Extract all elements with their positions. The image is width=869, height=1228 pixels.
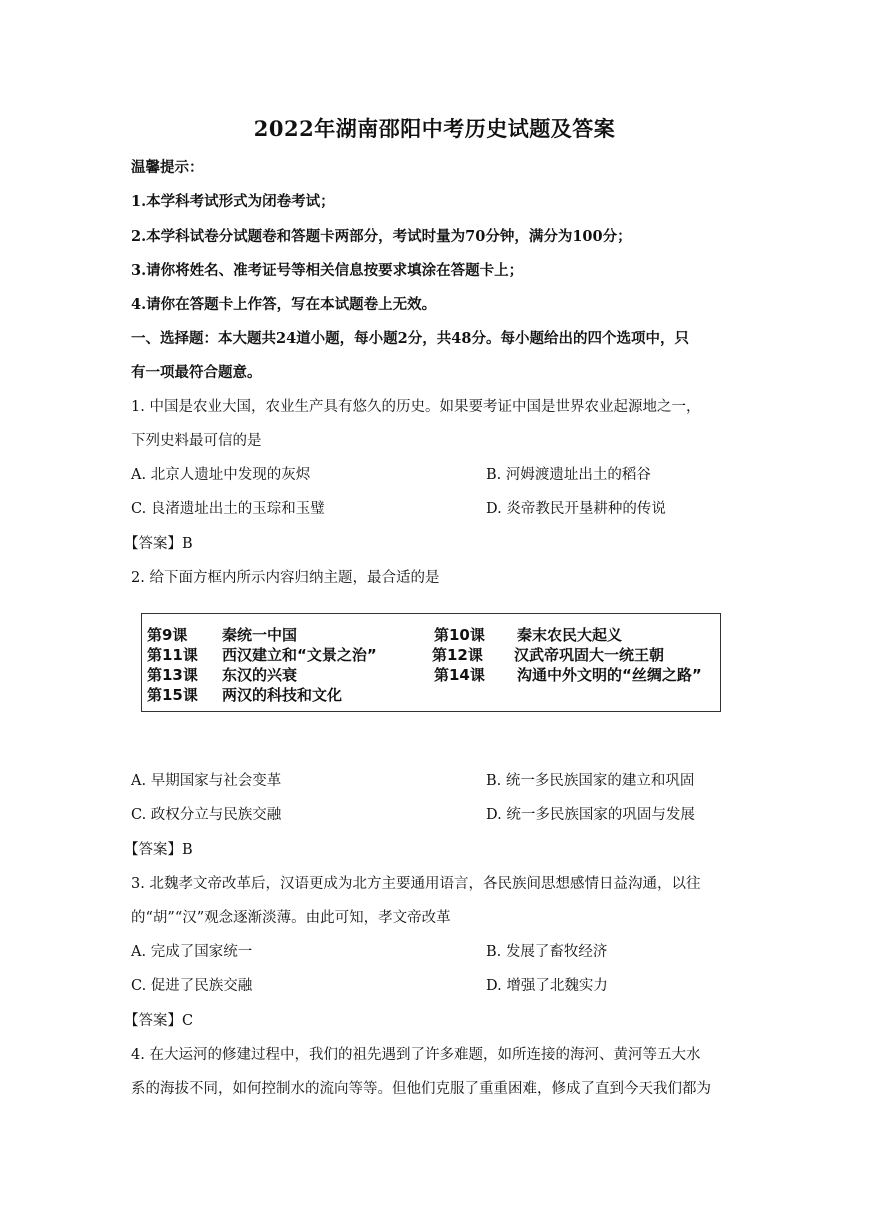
- option-a: A. 完成了国家统一: [131, 944, 253, 960]
- option-a: A. 北京人遗址中发现的灰烬: [131, 467, 311, 483]
- tip-item: 1.本学科考试形式为闭卷考试；: [131, 193, 335, 210]
- lesson-box: [141, 613, 721, 712]
- page-title: 2022年湖南邵阳中考历史试题及答案: [253, 116, 616, 141]
- lesson-number: 第12课: [432, 646, 483, 664]
- answer: 【答案】B: [124, 842, 193, 858]
- answer: 【答案】C: [124, 1013, 194, 1029]
- tips-heading: 温馨提示：: [131, 159, 204, 176]
- option-b: B. 发展了畜牧经济: [486, 944, 608, 960]
- lesson-number: 第14课: [434, 666, 485, 684]
- lesson-number: 第15课: [147, 686, 198, 704]
- option-c: C. 良渚遗址出土的玉琮和玉璧: [131, 501, 325, 517]
- tip-item: 4.请你在答题卡上作答，写在本试题卷上无效。: [131, 296, 437, 313]
- option-b: B. 统一多民族国家的建立和巩固: [486, 773, 695, 789]
- option-d: D. 增强了北魏实力: [486, 978, 608, 994]
- section-heading: 一、选择题：本大题共24道小题，每小题2分，共48分。每小题给出的四个选项中，只: [131, 330, 689, 347]
- question-stem-cont: 系的海拔不同，如何控制水的流向等等。但他们克服了重重困难，修成了直到今天我们都为: [131, 1081, 711, 1097]
- tip-item: 3.请你将姓名、准考证号等相关信息按要求填涂在答题卡上；: [131, 262, 524, 279]
- lesson-title: 汉武帝巩固大一统王朝: [514, 646, 665, 664]
- lesson-number: 第11课: [147, 646, 198, 664]
- lesson-number: 第9课: [147, 626, 188, 644]
- option-c: C. 政权分立与民族交融: [131, 807, 282, 823]
- option-d: D. 炎帝教民开垦耕种的传说: [486, 501, 666, 517]
- lesson-number: 第10课: [434, 626, 485, 644]
- question-stem: 2. 给下面方框内所示内容归纳主题，最合适的是: [131, 570, 440, 586]
- lesson-number: 第13课: [147, 666, 198, 684]
- lesson-title: 东汉的兴衰: [222, 666, 298, 684]
- question-stem: 3. 北魏孝文帝改革后，汉语更成为北方主要通用语言，各民族间思想感情日益沟通，以往: [131, 876, 701, 892]
- option-b: B. 河姆渡遗址出土的稻谷: [486, 467, 651, 483]
- lesson-title: 秦末农民大起义: [517, 626, 623, 644]
- lesson-title: 西汉建立和“文景之治”: [222, 646, 377, 664]
- lesson-title: 秦统一中国: [222, 626, 298, 644]
- question-stem: 4. 在大运河的修建过程中，我们的祖先遇到了许多难题，如所连接的海河、黄河等五大水: [131, 1047, 701, 1063]
- question-stem-cont: 下列史料最可信的是: [131, 433, 262, 449]
- option-a: A. 早期国家与社会变革: [131, 773, 282, 789]
- answer: 【答案】B: [124, 536, 193, 552]
- lesson-title: 沟通中外文明的“丝绸之路”: [517, 666, 702, 684]
- tip-item: 2.本学科试卷分试题卷和答题卡两部分，考试时量为70分钟，满分为100分；: [131, 228, 632, 245]
- question-stem: 1. 中国是农业大国，农业生产具有悠久的历史。如果要考证中国是世界农业起源地之一，: [131, 399, 701, 415]
- option-d: D. 统一多民族国家的巩固与发展: [486, 807, 695, 823]
- lesson-title: 两汉的科技和文化: [222, 686, 343, 704]
- option-c: C. 促进了民族交融: [131, 978, 253, 994]
- section-heading-cont: 有一项最符合题意。: [131, 364, 262, 381]
- question-stem-cont: 的“胡”“汉”观念逐渐淡薄。由此可知，孝文帝改革: [131, 910, 451, 926]
